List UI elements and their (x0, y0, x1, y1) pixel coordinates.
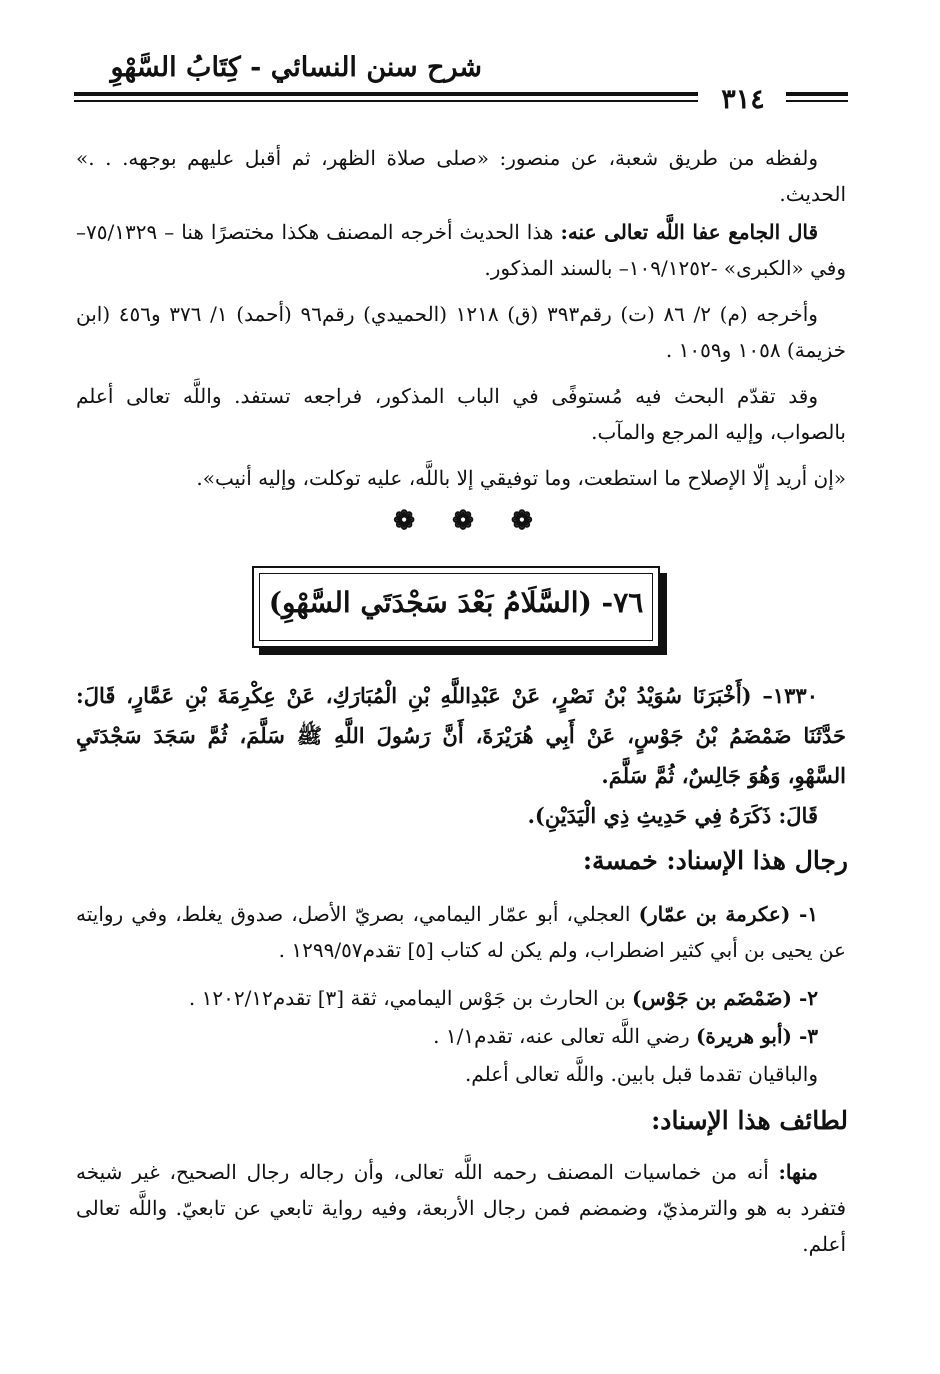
chapter-title-box (252, 566, 660, 648)
hadith-body: قَالَ: ذَكَرَهُ فِي حَدِيثِ ذِي الْيَدَيْنِ). (527, 803, 818, 828)
narrators-heading: رجال هذا الإسناد: خمسة: (582, 846, 848, 875)
paragraph-body: «إن أريد إلّا الإصلاح ما استطعت، وما توفيقي إلا باللَّه، عليه توكلت، وإليه أنيب». (196, 466, 846, 490)
paragraph-body: ولفظه من طريق شعبة، عن منصور: «صلى صلاة الظهر، ثم أقبل عليهم بوجهه. . .» الحديث. (76, 146, 846, 206)
narrator-entry (76, 980, 846, 1016)
hadith-continuation (76, 796, 846, 836)
paragraph-text (76, 296, 846, 368)
chapter-title: ٧٦- (السَّلَامُ بَعْدَ سَجْدَتَي السَّهْوِ) (268, 586, 644, 619)
paragraph-body: وقد تقدّم البحث فيه مُستوفًى في الباب المذكور، فراجعه تستفد. واللَّه تعالى أعلم بالصواب، وإليه المرجع والمآب. (76, 384, 846, 444)
subtleties-heading: لطائف هذا الإسناد: (651, 1106, 848, 1135)
quote-text (76, 460, 846, 496)
narrator-description: العجلي، أبو عمّار اليمامي، بصريّ الأصل، صدوق يغلط، وفي روايته عن يحيى بن أبي كثير اضطراب، ولم يكن له كتاب [٥] تقدم١٢٩٩/٥٧ . (76, 902, 846, 962)
paragraph-text (76, 214, 846, 286)
narrator-entry (76, 1018, 846, 1054)
subtleties-paragraph (76, 1154, 846, 1262)
header-rule (74, 92, 698, 106)
hadith-body: ١٣٣٠– (أَخْبَرَنَا سُوَيْدُ بْنُ نَصْرٍ، عَنْ عَبْدِاللَّهِ بْنِ الْمُبَارَكِ، عَنْ عِكْرِمَةَ بْنِ عَمَّارٍ، قَالَ: حَدَّثَنَا ضَمْضَمُ بْنُ جَوْسٍ، عَنْ أَبِي هُرَيْرَةَ، أَنَّ رَسُولَ اللَّهِ ﷺ سَلَّمَ، ثُمَّ سَجَدَ سَجْدَتَيِ السَّهْوِ، وَهُوَ جَالِسٌ، ثُمَّ سَلَّمَ. (76, 683, 846, 788)
narrators-closing (76, 1056, 846, 1092)
paragraph-text (76, 378, 846, 450)
narrator-name: ٢- (ضَمْضَم بن جَوْس) (632, 986, 818, 1010)
narrator-name: ١- (عكرمة بن عمّار) (638, 902, 819, 926)
hadith-text (76, 676, 846, 796)
section-separator: ❁ ❁ ❁ (393, 506, 547, 536)
paragraph-text (76, 140, 846, 212)
paragraph-body: أنه من خماسيات المصنف رحمه اللَّه تعالى، وأن رجاله رجال الصحيح، غير شيخه فتفرد به هو والترمذيّ، وضمضم فمن رجال الأربعة، وفيه رواية تابعي عن تابعيّ. واللَّه تعالى أعلم. (76, 1160, 847, 1256)
page-number: ٣١٤ (721, 84, 765, 115)
paragraph-body: والباقيان تقدما قبل بابين. واللَّه تعالى أعلم. (464, 1062, 818, 1086)
narrator-description: بن الحارث بن جَوْس اليمامي، ثقة [٣] تقدم١٢٠٢/١٢ . (188, 986, 633, 1010)
paragraph-body: هذا الحديث أخرجه المصنف هكذا مختصرًا هنا – ٧٥/١٣٢٩– وفي «الكبرى» -١٠٩/١٢٥٢– بالسند المذكور. (76, 220, 846, 280)
paragraph-body: وأخرجه (م) ٢/ ٨٦ (ت) رقم٣٩٣ (ق) ١٢١٨ (الحميدي) رقم٩٦ (أحمد) ١/ ٣٧٦ و٤٥٦ (ابن خزيمة) ١٠٥٨ و١٠٥٩ . (76, 302, 846, 362)
narrator-description: رضي اللَّه تعالى عنه، تقدم١/١ . (433, 1024, 696, 1048)
subtleties-lead: منها: (778, 1160, 818, 1184)
author-remark-lead: قال الجامع عفا اللَّه تعالى عنه: (560, 220, 819, 244)
narrator-name: ٣- (أبو هريرة) (695, 1024, 818, 1048)
header-rule-short (786, 92, 848, 106)
running-title: شرح سنن النسائي - كِتَابُ السَّهْوِ (110, 52, 482, 83)
narrator-entry (76, 896, 846, 968)
